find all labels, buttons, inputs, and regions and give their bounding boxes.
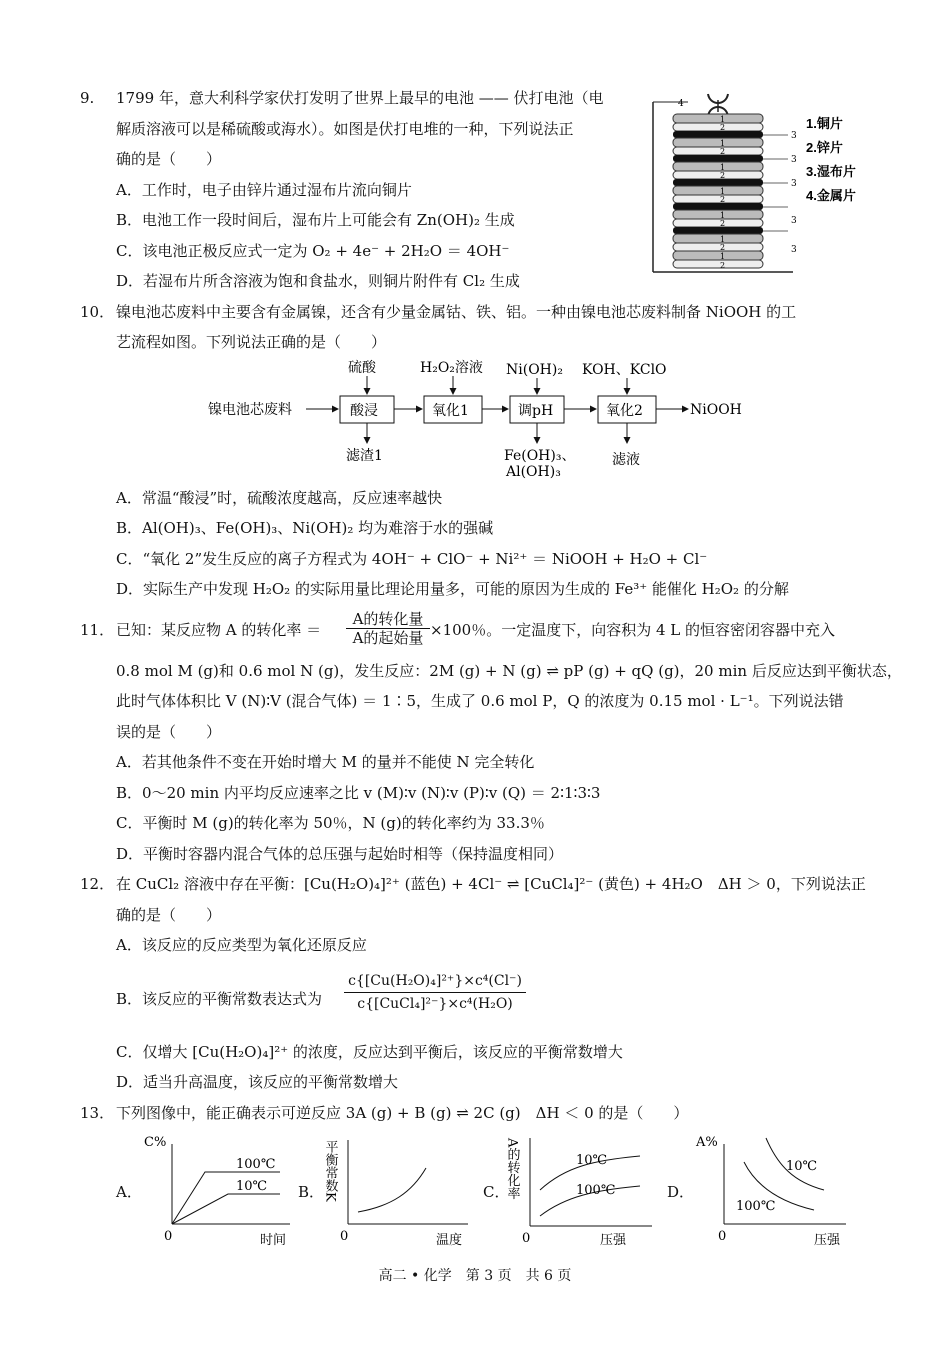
- svg-text:1: 1: [720, 139, 726, 148]
- q13-stem: 下列图像中，能正确表示可逆反应 3A (g) + B (g) ⇌ 2C (g) ΔH ＜ 0 的是（ ）: [116, 1104, 689, 1122]
- svg-text:硫酸: 硫酸: [348, 360, 376, 376]
- flow-box-1: 酸浸: [350, 403, 378, 419]
- flow-box-4: 氧化2: [606, 403, 643, 419]
- legend-3: 3.湿布片: [806, 164, 856, 179]
- k-denominator: c{[CuCl₄]²⁻}×c⁴(H₂O): [344, 992, 526, 1015]
- legend-2: 2.锌片: [806, 140, 843, 155]
- svg-text:时间: 时间: [260, 1233, 287, 1248]
- q11-option-d: D．平衡时容器内混合气体的总压强与起始时相等（保持温度相同）: [116, 845, 564, 863]
- svg-text:1: 1: [720, 187, 726, 196]
- q9-option-d: D．若湿布片所含溶液为饱和食盐水，则铜片附件有 Cl₂ 生成: [116, 272, 520, 290]
- graph-b: [322, 1132, 472, 1252]
- svg-text:Ni(OH)₂: Ni(OH)₂: [506, 362, 563, 378]
- q10-number: 10．: [80, 303, 115, 321]
- svg-text:100℃: 100℃: [576, 1183, 616, 1198]
- q13-number: 13．: [80, 1104, 115, 1122]
- q11-stem-line4: 误的是（ ）: [116, 723, 222, 741]
- svg-text:10℃: 10℃: [576, 1153, 608, 1168]
- q11-stem-pre: 已知：某反应物 A 的转化率 ＝: [116, 621, 322, 639]
- svg-text:2: 2: [720, 261, 726, 270]
- svg-text:平衡常数K: 平衡常数K: [322, 1140, 338, 1202]
- q11-stem-post: ×100％。一定温度下，向容积为 4 L 的恒容密闭容器中充入: [430, 621, 836, 639]
- svg-text:3: 3: [791, 155, 797, 165]
- q10-stem-line2: 艺流程如图。下列说法正确的是（ ）: [116, 333, 387, 351]
- svg-text:滤渣1: 滤渣1: [346, 448, 383, 464]
- q9-stem-line3: 确的是（ ）: [116, 150, 222, 168]
- q13-option-a-label: A．: [116, 1183, 142, 1201]
- svg-text:A%: A%: [696, 1135, 718, 1150]
- q11-option-b: B．0～20 min 内平均反应速率之比 v (M)∶v (N)∶v (P)∶v (Q) ＝ 2∶1∶3∶3: [116, 784, 601, 802]
- svg-text:2: 2: [720, 219, 726, 228]
- svg-text:A的转化率: A的转化率: [506, 1138, 520, 1200]
- svg-text:C%: C%: [144, 1135, 167, 1150]
- q11-stem-line2: 0.8 mol M (g)和 0.6 mol N (g)，发生反应：2M (g) + N (g) ⇌ pP (g) + qQ (g)，20 min 后反应达到平衡状态，: [116, 662, 902, 680]
- q9-option-c: C．该电池正极反应式一定为 O₂ + 4e⁻ + 2H₂O ＝ 4OH⁻: [116, 242, 510, 260]
- label-4: 4: [678, 99, 684, 109]
- svg-text:3: 3: [791, 131, 797, 141]
- svg-text:10℃: 10℃: [786, 1159, 818, 1174]
- page-footer: 高二 • 化学 第 3 页 共 6 页: [378, 1268, 572, 1284]
- q11-stem-line3: 此时气体体积比 V (N)∶V (混合气体) ＝ 1∶5，生成了 0.6 mol P，Q 的浓度为 0.15 mol · L⁻¹。下列说法错: [116, 692, 844, 710]
- svg-text:0: 0: [522, 1231, 531, 1246]
- svg-text:压强: 压强: [600, 1233, 627, 1248]
- q13-option-c-label: C．: [483, 1183, 510, 1201]
- svg-text:Al(OH)₃: Al(OH)₃: [506, 464, 561, 480]
- voltaic-pile-figure: [648, 92, 878, 274]
- q10-option-b: B．Al(OH)₃、Fe(OH)₃、Ni(OH)₂ 均为难溶于水的强碱: [116, 519, 494, 537]
- svg-text:1: 1: [720, 252, 726, 261]
- legend-4: 4.金属片: [806, 188, 856, 203]
- q12-number: 12．: [80, 875, 115, 893]
- q10-option-c: C．“氧化 2”发生反应的离子方程式为 4OH⁻ + ClO⁻ + Ni²⁺ ＝ NiOOH + H₂O + Cl⁻: [116, 550, 708, 568]
- flow-box-3: 调pH: [518, 403, 554, 419]
- svg-text:滤液: 滤液: [612, 452, 640, 468]
- q9-stem-line2: 解质溶液可以是稀硫酸或海水）。如图是伏打电堆的一种，下列说法正: [116, 120, 574, 138]
- svg-text:2: 2: [720, 147, 726, 156]
- conversion-fraction: [346, 610, 430, 647]
- q9-option-b: B．电池工作一段时间后，湿布片上可能会有 Zn(OH)₂ 生成: [116, 211, 515, 229]
- q10-option-a: A．常温“酸浸”时，硫酸浓度越高，反应速率越快: [116, 489, 443, 507]
- q12-option-d: D．适当升高温度，该反应的平衡常数增大: [116, 1073, 399, 1091]
- svg-text:3: 3: [791, 179, 797, 189]
- graph-d: [690, 1132, 850, 1252]
- q11-number: 11．: [80, 621, 115, 639]
- svg-text:1: 1: [720, 211, 726, 220]
- graph-c: [506, 1132, 656, 1252]
- svg-text:2: 2: [720, 171, 726, 180]
- q9-number: 9.: [80, 89, 95, 107]
- q12-stem-line2: 确的是（ ）: [116, 906, 222, 924]
- q10-option-d: D．实际生产中发现 H₂O₂ 的实际用量比理论用量多，可能的原因为生成的 Fe³⁺ 能催化 H₂O₂ 的分解: [116, 580, 789, 598]
- svg-text:温度: 温度: [436, 1233, 463, 1248]
- q12-option-a: A．该反应的反应类型为氧化还原反应: [116, 936, 367, 954]
- equilibrium-constant-fraction: [344, 970, 526, 1015]
- svg-text:3: 3: [791, 216, 797, 226]
- fraction-denominator: A的起始量: [346, 628, 430, 647]
- q12-option-c: C．仅增大 [Cu(H₂O)₄]²⁺ 的浓度，反应达到平衡后，该反应的平衡常数增大: [116, 1043, 623, 1061]
- svg-text:1: 1: [720, 235, 726, 244]
- svg-text:3: 3: [791, 245, 797, 255]
- svg-text:1: 1: [720, 115, 726, 124]
- q9-stem-line1: 1799 年，意大利科学家伏打发明了世界上最早的电池 —— 伏打电池（电: [116, 89, 604, 107]
- svg-text:1: 1: [720, 163, 726, 172]
- svg-text:Fe(OH)₃、: Fe(OH)₃、: [504, 448, 576, 464]
- svg-text:KOH、KClO: KOH、KClO: [582, 362, 667, 378]
- flow-start: 镍电池芯废料: [208, 402, 292, 418]
- k-numerator: c{[Cu(H₂O)₄]²⁺}×c⁴(Cl⁻): [348, 973, 522, 989]
- legend-1: 1.铜片: [806, 116, 843, 131]
- process-flow-diagram: [200, 358, 760, 483]
- fraction-numerator: A的转化量: [352, 610, 424, 628]
- svg-text:0: 0: [164, 1229, 173, 1244]
- svg-text:100℃: 100℃: [236, 1157, 276, 1172]
- q13-option-d-label: D．: [667, 1183, 695, 1201]
- flow-end: NiOOH: [690, 402, 742, 418]
- svg-text:0: 0: [340, 1229, 349, 1244]
- svg-text:2: 2: [720, 195, 726, 204]
- q13-option-b-label: B．: [298, 1183, 325, 1201]
- graph-a: [140, 1132, 300, 1252]
- svg-text:H₂O₂溶液: H₂O₂溶液: [420, 360, 483, 376]
- svg-text:0: 0: [718, 1229, 727, 1244]
- q10-stem-line1: 镍电池芯废料中主要含有金属镍，还含有少量金属钴、铁、铝。一种由镍电池芯废料制备 NiOOH 的工: [116, 303, 797, 321]
- svg-text:压强: 压强: [814, 1233, 841, 1248]
- q9-option-a: A．工作时，电子由锌片通过湿布片流向铜片: [116, 181, 412, 199]
- svg-text:100℃: 100℃: [736, 1199, 776, 1214]
- q12-stem-line1: 在 CuCl₂ 溶液中存在平衡：[Cu(H₂O)₄]²⁺ (蓝色) + 4Cl⁻ ⇌ [CuCl₄]²⁻ (黄色) + 4H₂O ΔH ＞ 0，下列说法正: [116, 875, 866, 893]
- q12-option-b: B．该反应的平衡常数表达式为: [116, 990, 323, 1008]
- svg-text:2: 2: [720, 123, 726, 132]
- svg-text:10℃: 10℃: [236, 1179, 268, 1194]
- q11-option-a: A．若其他条件不变在开始时增大 M 的量并不能使 N 完全转化: [116, 753, 535, 771]
- svg-text:2: 2: [720, 243, 726, 252]
- flow-box-2: 氧化1: [432, 403, 469, 419]
- q11-option-c: C．平衡时 M (g)的转化率为 50％，N (g)的转化率约为 33.3％: [116, 814, 545, 832]
